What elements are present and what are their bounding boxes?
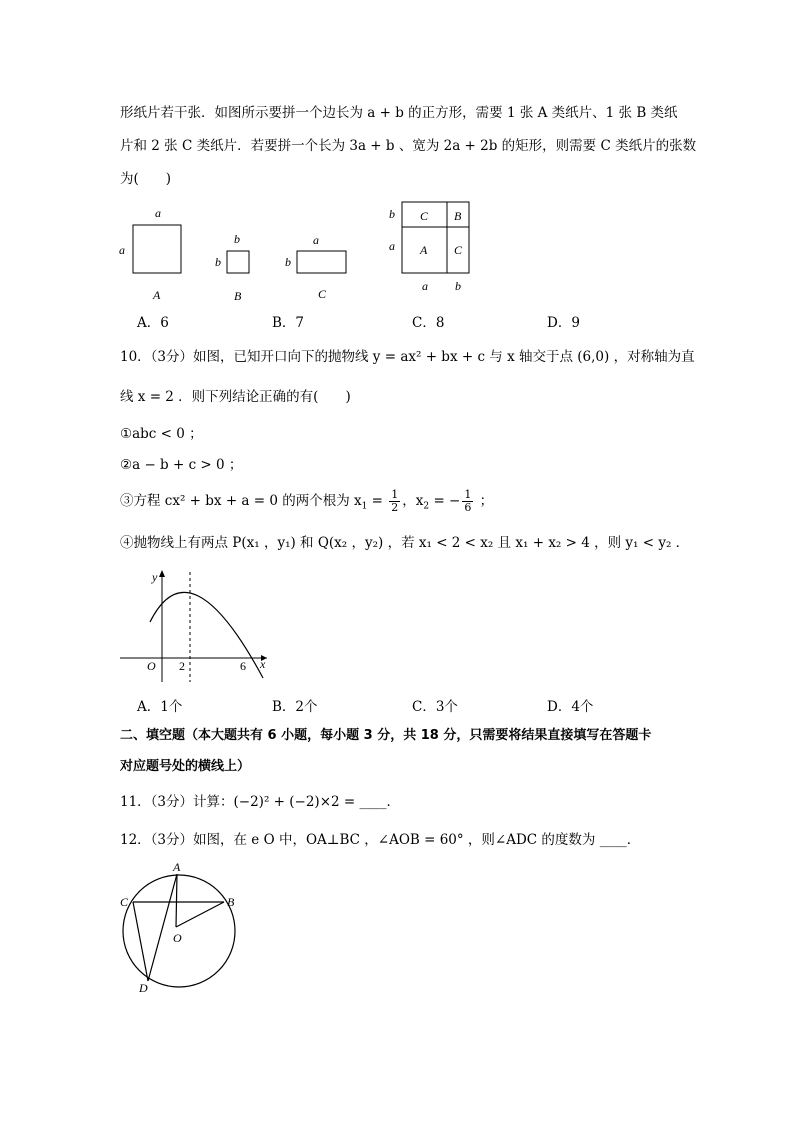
q9-option-b[interactable]: B．7	[272, 315, 305, 331]
card-b-name: B	[234, 289, 242, 303]
q10-statement-4: ④抛物线上有两点 P(x₁ ，y₁) 和 Q(x₂ ，y₂) ，若 x₁ < 2 < x₂ 且 x₁ + x₂ > 4 ，则 y₁ < y₂ ．	[120, 535, 690, 551]
q10-text-line-2: 线 x = 2 ．则下列结论正确的有( )	[120, 389, 351, 405]
card-b-side-label: b	[215, 255, 221, 269]
q10-option-a[interactable]: A．1个	[137, 699, 183, 715]
s3-sub-1: 1	[361, 501, 368, 512]
cell-c-right: C	[454, 243, 463, 257]
q10-option-b[interactable]: B．2个	[272, 699, 318, 715]
card-b-top-label: b	[234, 232, 240, 246]
q12-text: 12．（3分）如图，在 e O 中，OA⊥BC ，∠AOB = 60° ，则∠ADC 的度数为 ____．	[120, 832, 641, 848]
origin-label: O	[147, 659, 156, 673]
s3-frac2-den: 6	[464, 501, 472, 514]
q9-option-a[interactable]: A．6	[137, 315, 169, 331]
tick-2-label: 2	[179, 659, 185, 673]
card-a-side-label: a	[119, 243, 125, 257]
point-a-label: A	[173, 860, 181, 874]
card-a-top-label: a	[155, 206, 161, 220]
s3-eq-2: = −	[429, 493, 461, 509]
point-c-label: C	[120, 895, 129, 909]
q10-statement-2: ②a − b + c > 0 ；	[120, 457, 243, 473]
q10-text-line-1: 10．（3分）如图，已知开口向下的抛物线 y = ax² + bx + c 与 x 轴交于点 (6,0) ，对称轴为直	[120, 349, 695, 365]
q9-text-line-3: 为( )	[120, 171, 172, 187]
composite-square	[389, 202, 469, 293]
section-2-heading-line-2: 对应题号处的横线上）	[120, 759, 251, 774]
q9-options	[137, 311, 657, 331]
card-b	[215, 232, 249, 303]
q10-parabola-figure	[110, 560, 280, 690]
q9-text-line-1: 形纸片若干张．如图所示要拼一个边长为 a + b 的正方形，需要 1 张 A 类纸片、1 张 B 类纸	[120, 105, 678, 121]
card-c-top-label: a	[313, 233, 319, 247]
card-a	[119, 206, 181, 302]
x-axis-label: x	[260, 657, 266, 671]
s3-end: ；	[475, 493, 494, 509]
composite-left-label-a: a	[389, 239, 395, 253]
card-c	[285, 233, 346, 301]
segment-ad	[148, 874, 177, 981]
s3-fraction-1	[389, 489, 400, 514]
point-o-label: O	[173, 931, 182, 945]
cell-a: A	[420, 243, 428, 257]
parabola-curve	[150, 592, 263, 678]
q10-statement-3	[120, 486, 493, 522]
s3-sub-2: 2	[423, 501, 430, 512]
q10-option-d[interactable]: D．4个	[547, 699, 594, 715]
q9-text-line-2: 片和 2 张 C 类纸片．若要拼一个长为 3a + b 、宽为 2a + 2b 的矩形，则需要 C 类纸片的张数	[120, 138, 697, 154]
composite-left-label-b: b	[389, 207, 395, 221]
q11-text: 11．（3分）计算：(−2)² + (−2)×2 = ____．	[120, 794, 400, 810]
s3-eq-1: =	[367, 493, 388, 509]
card-c-name: C	[318, 287, 327, 301]
y-axis-arrow	[159, 570, 165, 577]
s3-frac1-num: 1	[391, 488, 399, 501]
q9-option-c[interactable]: C．8	[412, 315, 445, 331]
q9-option-d[interactable]: D．9	[547, 315, 580, 331]
segment-cd	[133, 902, 148, 981]
composite-bottom-label-a: a	[422, 279, 428, 293]
point-d-label: D	[139, 981, 148, 995]
q10-option-c[interactable]: C．3个	[412, 699, 458, 715]
y-axis-label: y	[152, 570, 158, 584]
s3-fraction-2	[462, 489, 473, 514]
composite-bottom-label-b: b	[455, 279, 461, 293]
q9-figure	[110, 200, 490, 310]
card-c-side-label: b	[285, 255, 291, 269]
section-2-heading-line-1: 二、填空题（本大题共有 6 小题，每小题 3 分，共 18 分，只需要将结果直接填写在答题卡	[120, 728, 652, 743]
point-b-label: B	[227, 895, 235, 909]
segment-oa	[176, 874, 177, 927]
card-a-name: A	[153, 288, 161, 302]
cell-c-top: C	[420, 209, 429, 223]
s3-middle: ，x	[402, 493, 424, 509]
s3-frac2-num: 1	[464, 488, 472, 501]
cell-b: B	[454, 209, 462, 223]
tick-6-label: 6	[240, 659, 246, 673]
segment-ob	[176, 902, 224, 927]
s3-frac1-den: 2	[391, 501, 399, 514]
q10-options	[137, 695, 657, 715]
s3-prefix: ③方程 cx² + bx + a = 0 的两个根为 x	[120, 493, 362, 509]
q10-statement-1: ①abc < 0 ；	[120, 426, 203, 442]
q12-circle-figure	[110, 860, 250, 1000]
